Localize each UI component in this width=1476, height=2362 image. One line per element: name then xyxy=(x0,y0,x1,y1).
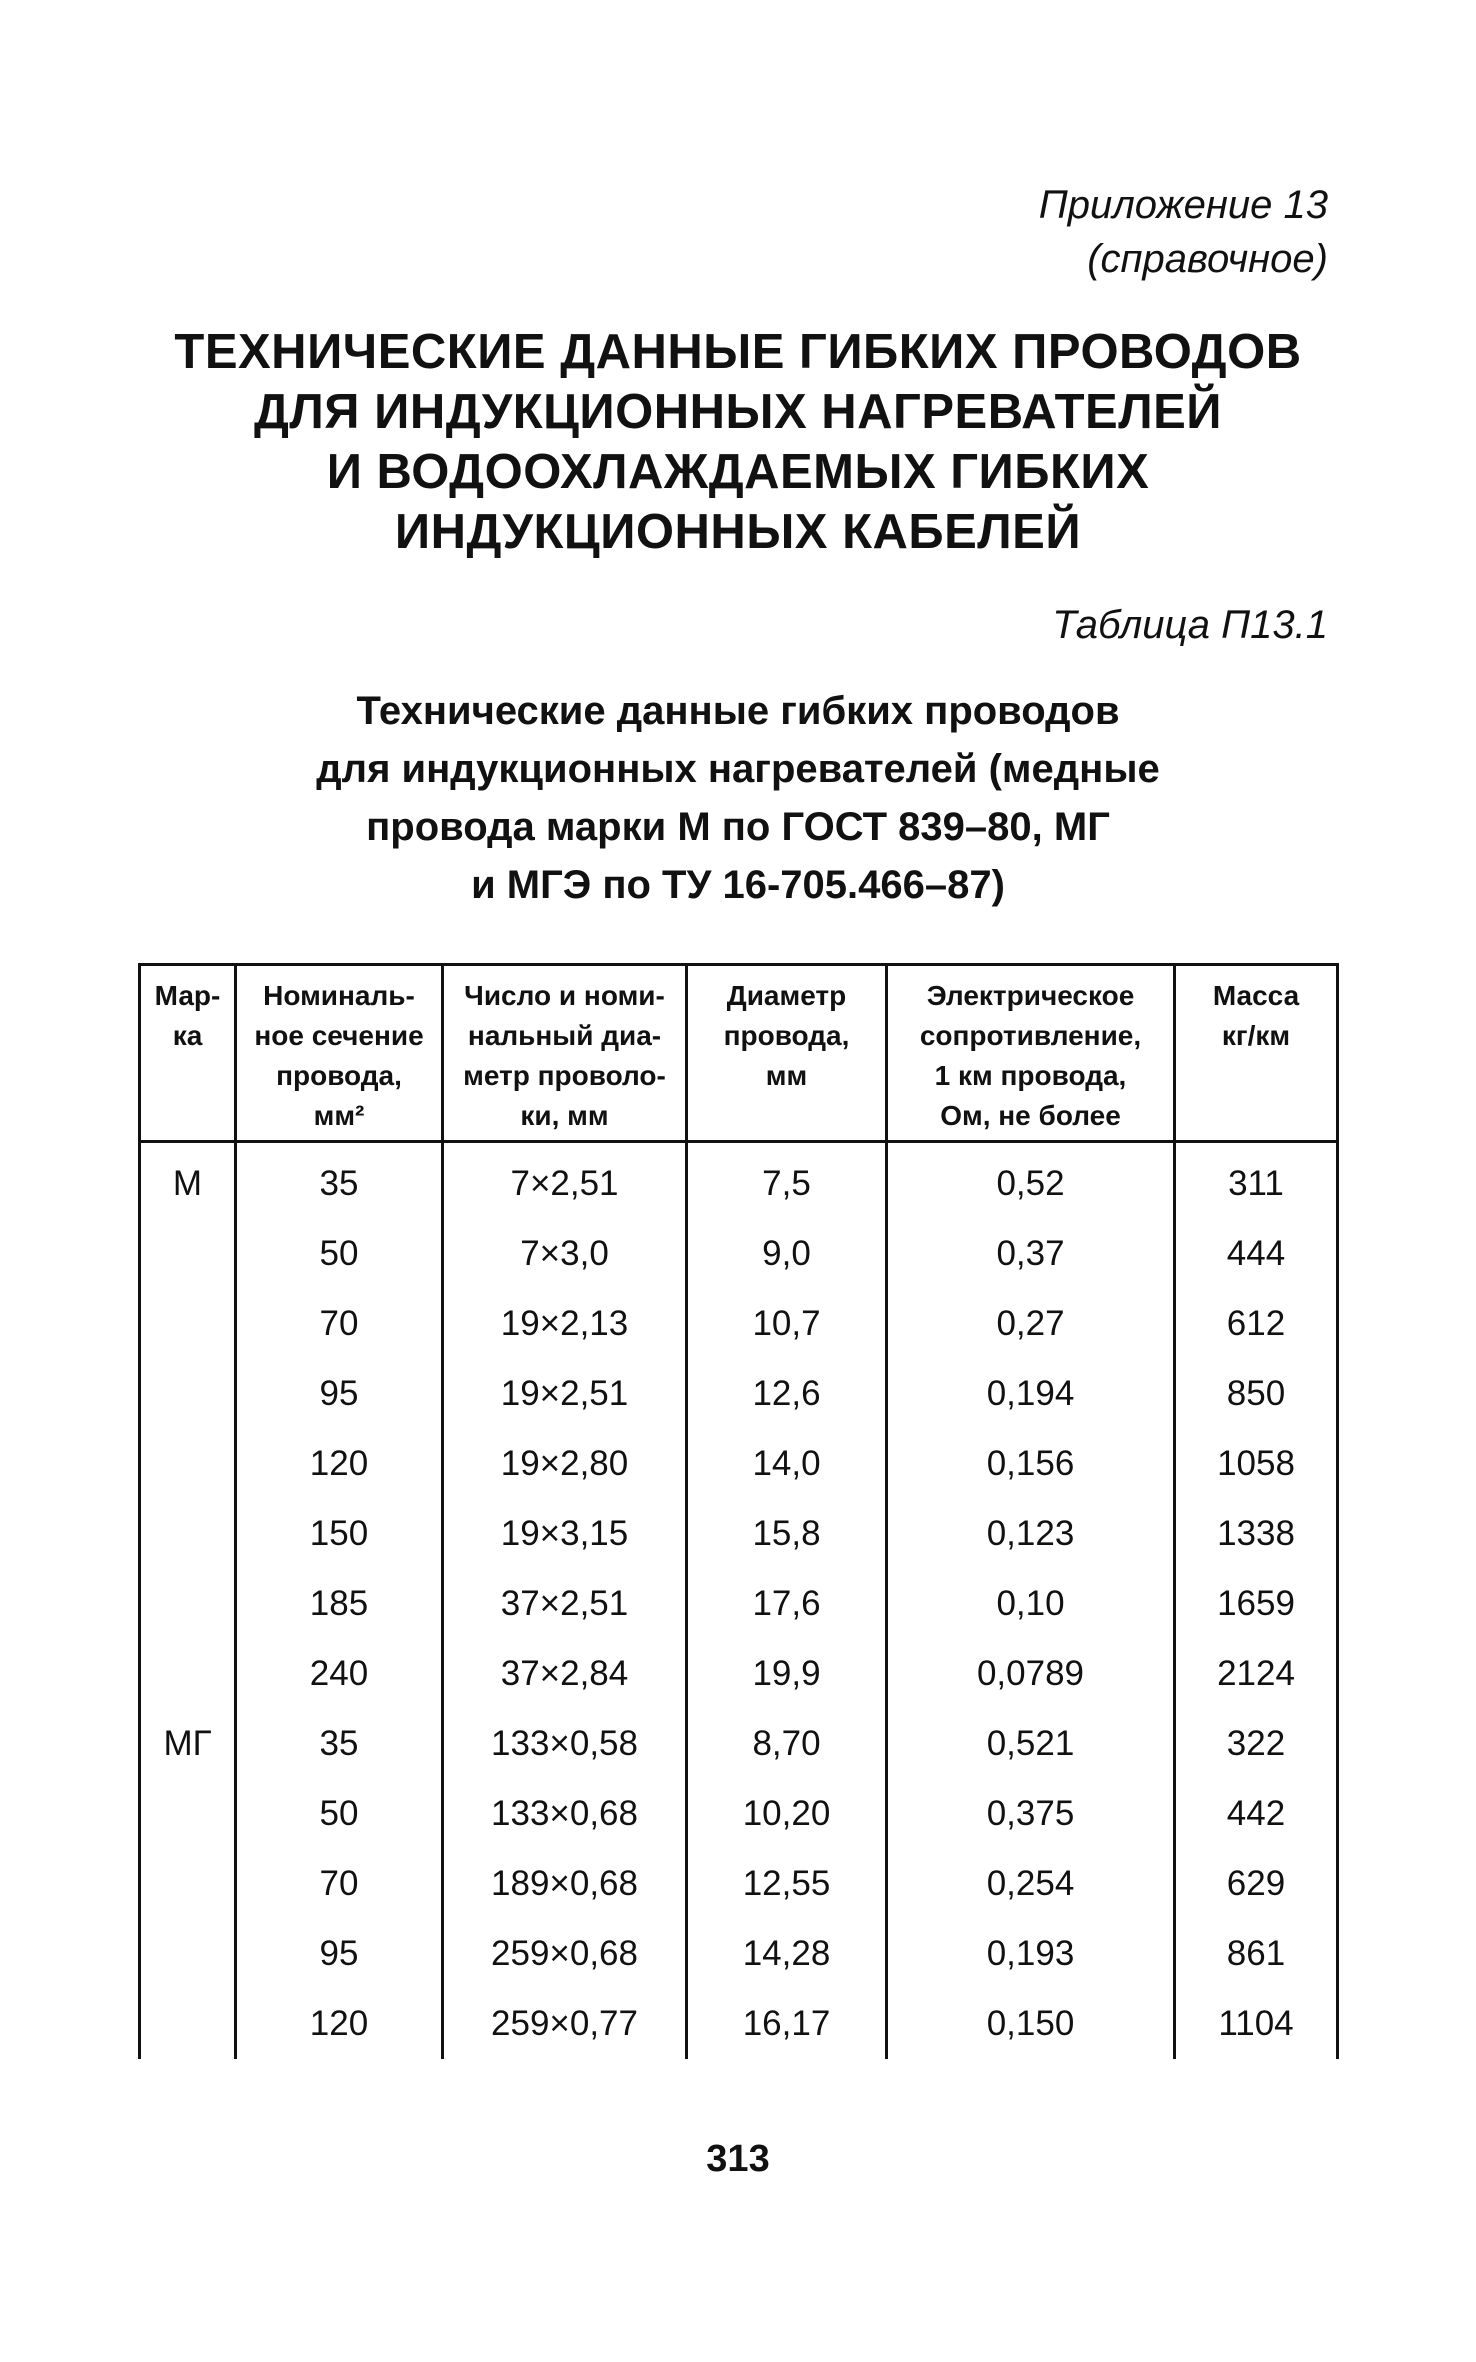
cell-mass: 1659 xyxy=(1175,1569,1338,1639)
table-row xyxy=(140,1219,1338,1289)
header-wire-count-diameter xyxy=(443,965,687,1142)
cell-wire-diameter: 15,8 xyxy=(687,1499,887,1569)
cell-cross-section: 70 xyxy=(236,1289,443,1359)
header-line: сопротивление, xyxy=(919,1020,1142,1051)
header-line: Электрическое xyxy=(926,980,1135,1011)
cell-cross-section: 185 xyxy=(236,1569,443,1639)
header-line: провода, xyxy=(723,1020,850,1051)
cell-resistance: 0,0789 xyxy=(887,1639,1175,1709)
cell-mass: 850 xyxy=(1175,1359,1338,1429)
cell-mass: 1338 xyxy=(1175,1499,1338,1569)
table-row xyxy=(140,1709,1338,1779)
cell-resistance: 0,27 xyxy=(887,1289,1175,1359)
cell-wire-count-diameter: 19×2,51 xyxy=(443,1359,687,1429)
cell-wire-count-diameter: 259×0,77 xyxy=(443,1989,687,2059)
cell-wire-count-diameter: 19×3,15 xyxy=(443,1499,687,1569)
cell-brand xyxy=(140,1779,236,1849)
cell-wire-diameter: 19,9 xyxy=(687,1639,887,1709)
cell-cross-section: 150 xyxy=(236,1499,443,1569)
main-title-line: ТЕХНИЧЕСКИЕ ДАННЫЕ ГИБКИХ ПРОВОДОВ xyxy=(174,325,1302,379)
header-line: ное сечение xyxy=(254,1020,424,1051)
cell-wire-diameter: 16,17 xyxy=(687,1989,887,2059)
cell-cross-section: 50 xyxy=(236,1219,443,1289)
table-label: Таблица П13.1 xyxy=(1052,603,1328,647)
header-resistance xyxy=(887,965,1175,1142)
header-line: Номиналь- xyxy=(263,980,415,1011)
cell-mass: 861 xyxy=(1175,1919,1338,1989)
cell-brand: М xyxy=(140,1142,236,1220)
cell-mass: 612 xyxy=(1175,1289,1338,1359)
cell-mass: 442 xyxy=(1175,1779,1338,1849)
cell-wire-count-diameter: 7×2,51 xyxy=(443,1142,687,1220)
cell-wire-diameter: 9,0 xyxy=(687,1219,887,1289)
cell-cross-section: 95 xyxy=(236,1919,443,1989)
cell-mass: 1058 xyxy=(1175,1429,1338,1499)
header-line: ка xyxy=(172,1020,203,1051)
table-row xyxy=(140,1989,1338,2059)
table-row xyxy=(140,1142,1338,1220)
header-brand xyxy=(140,965,236,1142)
cell-mass: 444 xyxy=(1175,1219,1338,1289)
cell-brand xyxy=(140,1569,236,1639)
cell-resistance: 0,37 xyxy=(887,1219,1175,1289)
table-caption-line: Технические данные гибких проводов xyxy=(356,689,1120,733)
cell-brand xyxy=(140,1219,236,1289)
header-line: нальный диа- xyxy=(467,1020,662,1051)
page-number: 313 xyxy=(706,2138,770,2180)
cell-resistance: 0,156 xyxy=(887,1429,1175,1499)
cell-wire-diameter: 12,55 xyxy=(687,1849,887,1919)
table-caption-line: для индукционных нагревателей (медные xyxy=(316,747,1160,791)
cell-mass: 2124 xyxy=(1175,1639,1338,1709)
cell-brand xyxy=(140,1499,236,1569)
appendix-label xyxy=(1039,178,1328,286)
cell-cross-section: 35 xyxy=(236,1142,443,1220)
cell-brand: МГ xyxy=(140,1709,236,1779)
cell-brand xyxy=(140,1289,236,1359)
table-caption xyxy=(200,682,1276,914)
cell-brand xyxy=(140,1359,236,1429)
cell-wire-count-diameter: 189×0,68 xyxy=(443,1849,687,1919)
main-title-line: И ВОДООХЛАЖДАЕМЫХ ГИБКИХ xyxy=(326,445,1150,499)
cell-wire-count-diameter: 259×0,68 xyxy=(443,1919,687,1989)
cell-resistance: 0,194 xyxy=(887,1359,1175,1429)
table-caption-line: и МГЭ по ТУ 16-705.466–87) xyxy=(471,863,1005,907)
appendix-number: Приложение 13 xyxy=(1038,183,1328,227)
cell-resistance: 0,52 xyxy=(887,1142,1175,1220)
cell-wire-diameter: 8,70 xyxy=(687,1709,887,1779)
cell-wire-count-diameter: 37×2,51 xyxy=(443,1569,687,1639)
main-title xyxy=(120,322,1356,562)
header-line: мм² xyxy=(313,1100,365,1131)
header-mass xyxy=(1175,965,1338,1142)
header-line: Масса xyxy=(1212,980,1300,1011)
cell-wire-count-diameter: 133×0,58 xyxy=(443,1709,687,1779)
cell-cross-section: 240 xyxy=(236,1639,443,1709)
header-line: Мар- xyxy=(154,980,221,1011)
header-line: Число и номи- xyxy=(464,980,665,1011)
table-row xyxy=(140,1639,1338,1709)
cell-brand xyxy=(140,1849,236,1919)
header-line: метр проволо- xyxy=(463,1060,666,1091)
cell-brand xyxy=(140,1919,236,1989)
cell-resistance: 0,123 xyxy=(887,1499,1175,1569)
main-title-line: ИНДУКЦИОННЫХ КАБЕЛЕЙ xyxy=(394,505,1082,559)
header-line: Диаметр xyxy=(726,980,847,1011)
header-line: 1 км провода, xyxy=(934,1060,1127,1091)
cell-resistance: 0,521 xyxy=(887,1709,1175,1779)
table-row xyxy=(140,1919,1338,1989)
cell-brand xyxy=(140,1639,236,1709)
table-row xyxy=(140,1849,1338,1919)
wire-data-table xyxy=(138,963,1339,2059)
header-line: мм xyxy=(765,1060,808,1091)
cell-cross-section: 120 xyxy=(236,1429,443,1499)
cell-wire-count-diameter: 37×2,84 xyxy=(443,1639,687,1709)
cell-mass: 629 xyxy=(1175,1849,1338,1919)
cell-wire-diameter: 17,6 xyxy=(687,1569,887,1639)
cell-resistance: 0,10 xyxy=(887,1569,1175,1639)
cell-wire-count-diameter: 19×2,80 xyxy=(443,1429,687,1499)
cell-wire-diameter: 14,28 xyxy=(687,1919,887,1989)
header-line: провода, xyxy=(276,1060,402,1091)
table-row xyxy=(140,1359,1338,1429)
main-title-line: ДЛЯ ИНДУКЦИОННЫХ НАГРЕВАТЕЛЕЙ xyxy=(254,385,1222,439)
cell-wire-diameter: 10,7 xyxy=(687,1289,887,1359)
cell-brand xyxy=(140,1429,236,1499)
cell-wire-count-diameter: 7×3,0 xyxy=(443,1219,687,1289)
header-line: Ом, не более xyxy=(940,1100,1121,1131)
table-caption-line: провода марки М по ГОСТ 839–80, МГ xyxy=(366,805,1110,849)
cell-mass: 1104 xyxy=(1175,1989,1338,2059)
table-row xyxy=(140,1779,1338,1849)
cell-resistance: 0,375 xyxy=(887,1779,1175,1849)
cell-cross-section: 70 xyxy=(236,1849,443,1919)
cell-wire-diameter: 10,20 xyxy=(687,1779,887,1849)
cell-wire-count-diameter: 19×2,13 xyxy=(443,1289,687,1359)
header-line: ки, мм xyxy=(520,1100,609,1131)
table-row xyxy=(140,1499,1338,1569)
header-cross-section xyxy=(236,965,443,1142)
table-header-row xyxy=(140,965,1338,1142)
cell-brand xyxy=(140,1989,236,2059)
header-wire-diameter xyxy=(687,965,887,1142)
table-body xyxy=(140,1142,1338,2060)
cell-wire-diameter: 14,0 xyxy=(687,1429,887,1499)
cell-resistance: 0,254 xyxy=(887,1849,1175,1919)
cell-mass: 322 xyxy=(1175,1709,1338,1779)
cell-resistance: 0,150 xyxy=(887,1989,1175,2059)
cell-cross-section: 120 xyxy=(236,1989,443,2059)
cell-cross-section: 50 xyxy=(236,1779,443,1849)
appendix-type: (справочное) xyxy=(1087,237,1328,281)
header-line: кг/км xyxy=(1221,1020,1291,1051)
cell-mass: 311 xyxy=(1175,1142,1338,1220)
table-row xyxy=(140,1429,1338,1499)
table-row xyxy=(140,1569,1338,1639)
cell-wire-count-diameter: 133×0,68 xyxy=(443,1779,687,1849)
cell-wire-diameter: 7,5 xyxy=(687,1142,887,1220)
cell-cross-section: 95 xyxy=(236,1359,443,1429)
cell-cross-section: 35 xyxy=(236,1709,443,1779)
cell-resistance: 0,193 xyxy=(887,1919,1175,1989)
table-row xyxy=(140,1289,1338,1359)
cell-wire-diameter: 12,6 xyxy=(687,1359,887,1429)
